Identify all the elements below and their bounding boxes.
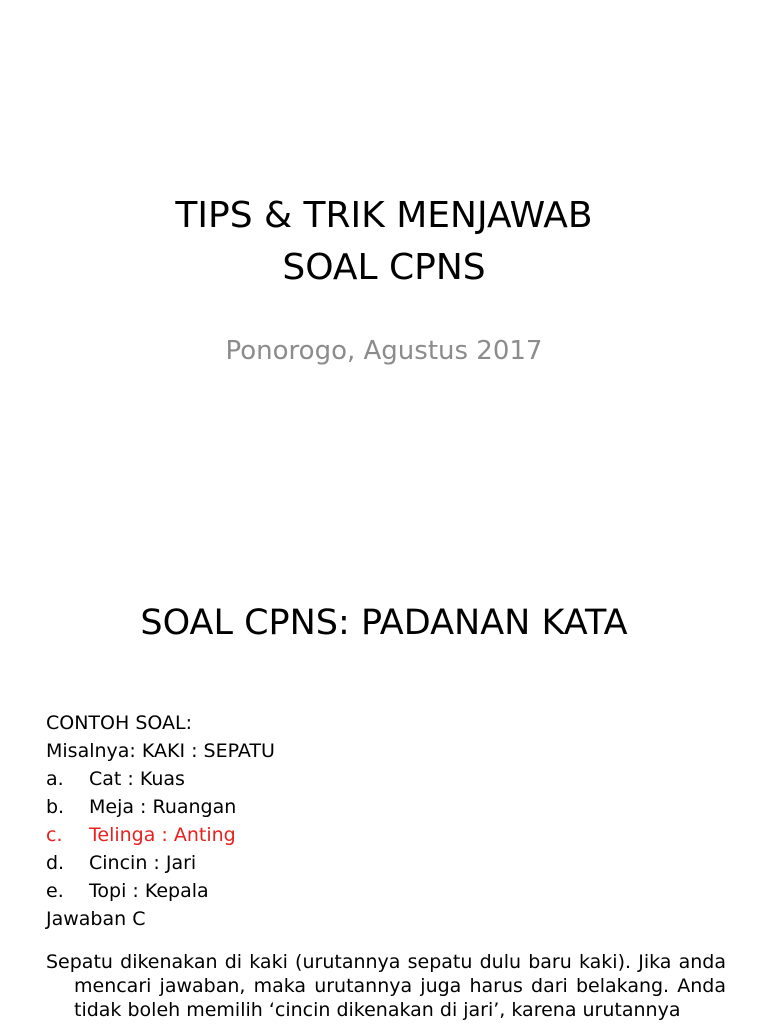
slide-body: [46, 709, 726, 1022]
slide-title: [0, 190, 768, 294]
slide-title-line-2: SOAL CPNS: [282, 247, 486, 288]
option-letter: e.: [46, 880, 64, 902]
content-slide: [0, 576, 768, 1024]
option-letter: c.: [46, 824, 63, 846]
option-c-correct: [46, 821, 726, 849]
slide-heading: SOAL CPNS: PADANAN KATA: [140, 603, 628, 643]
option-a: [46, 765, 726, 793]
option-e: [46, 877, 726, 905]
slide-title-line-1: TIPS & TRIK MENJAWAB: [175, 195, 593, 236]
option-b: [46, 793, 726, 821]
option-text: Telinga : Anting: [89, 824, 236, 846]
explanation-text: Sepatu dikenakan di kaki (urutannya sepatu dulu baru kaki). Jika anda mencari jawaban, maka urutannya juga harus dari belakang. Anda tidak boleh memilih ‘cincin dikenakan di jari’, karena urutannya: [46, 951, 726, 1021]
example-text: Misalnya: KAKI : SEPATU: [46, 740, 275, 762]
option-text: Meja : Ruangan: [89, 796, 237, 818]
option-letter: d.: [46, 852, 65, 874]
option-text: Cat : Kuas: [89, 768, 185, 790]
intro-text: CONTOH SOAL:: [46, 712, 192, 734]
option-text: Topi : Kepala: [89, 880, 209, 902]
option-text: Cincin : Jari: [89, 852, 197, 874]
answer-text: Jawaban C: [46, 908, 146, 930]
option-d: [46, 849, 726, 877]
option-letter: a.: [46, 768, 64, 790]
slide-subtitle: Ponorogo, Agustus 2017: [225, 336, 543, 366]
option-letter: b.: [46, 796, 65, 818]
